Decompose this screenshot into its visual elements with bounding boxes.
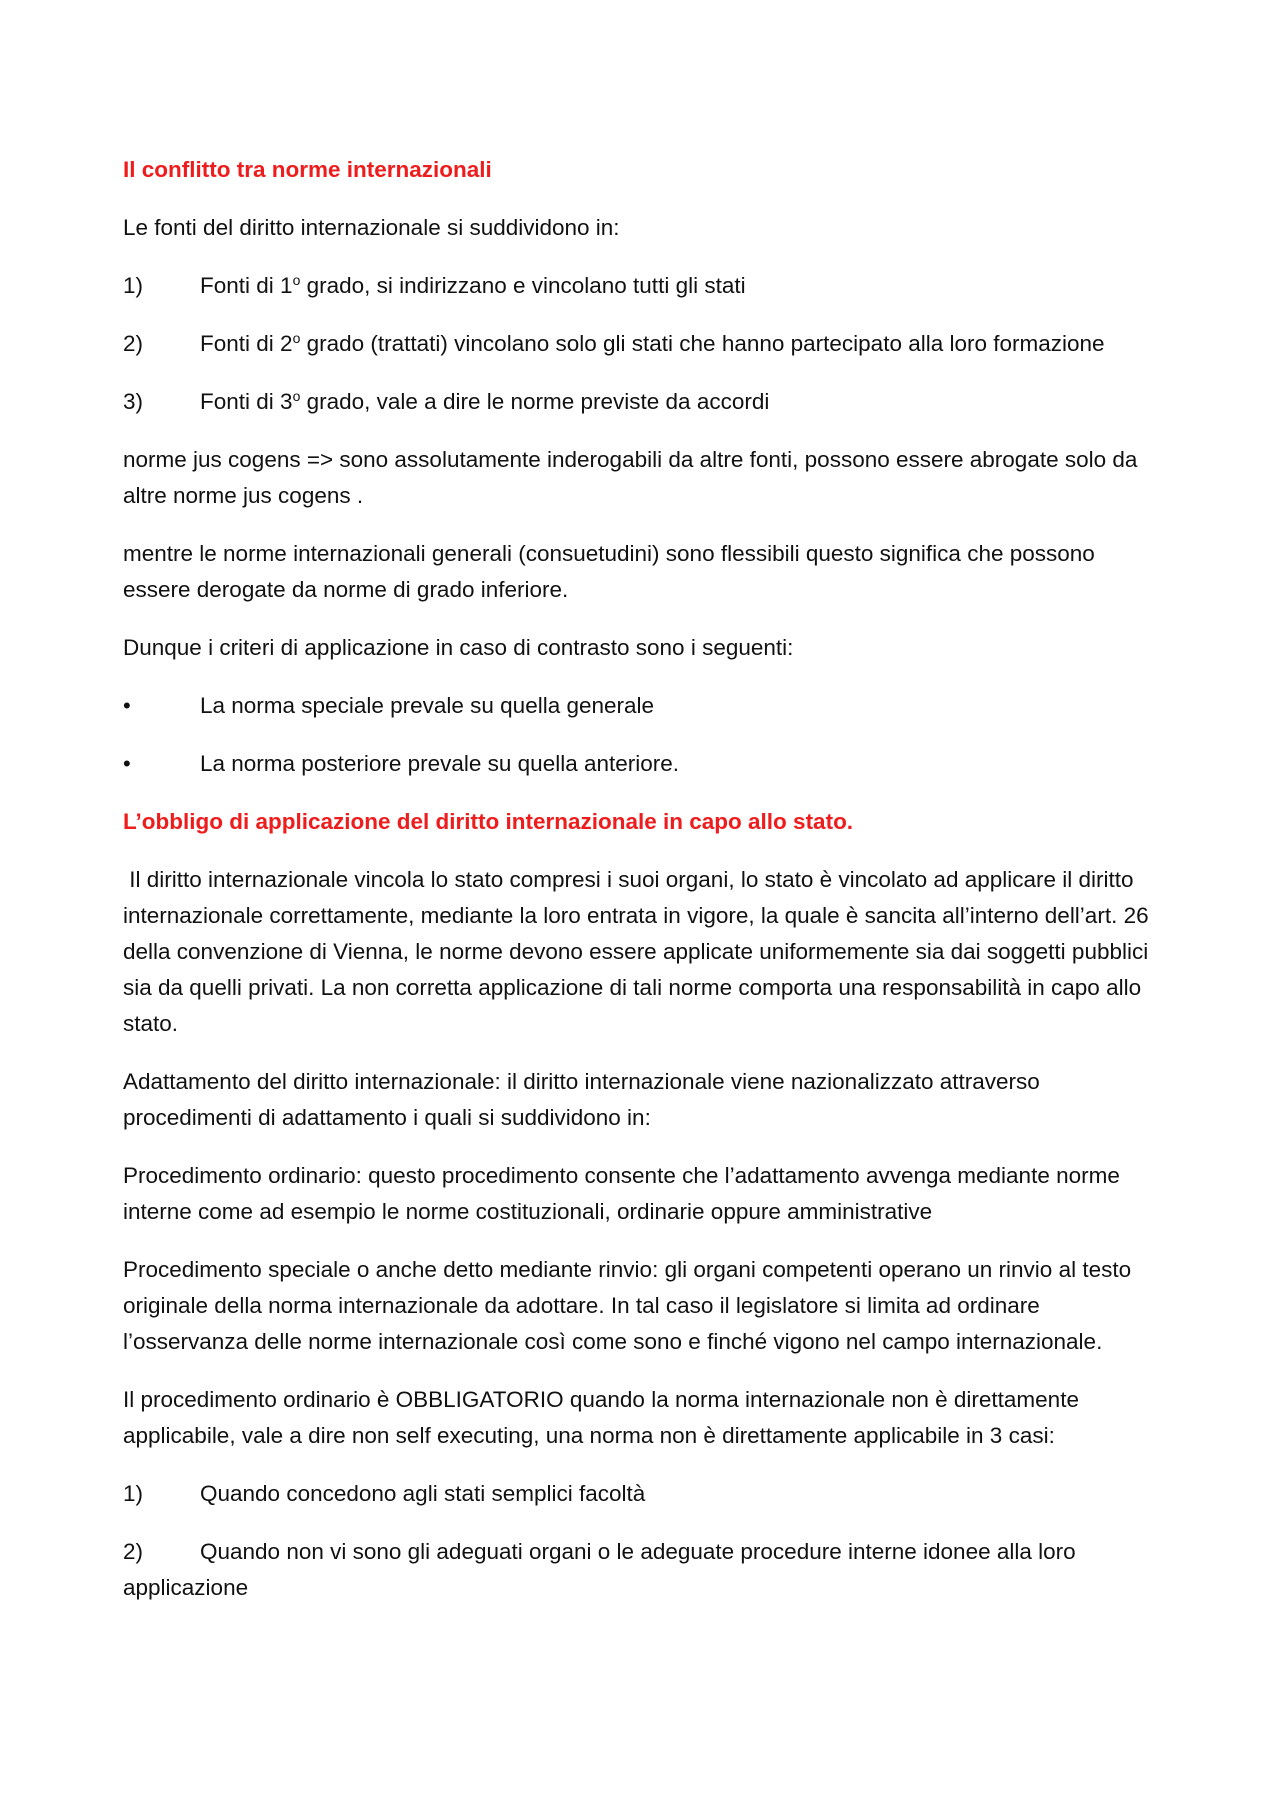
document-body bbox=[123, 152, 1165, 1628]
paragraph-general-norms: mentre le norme internazionali generali (consuetudini) sono flessibili questo significa che possono essere derogate da norme di grado inferiore. bbox=[123, 541, 1095, 602]
list-text: Quando non vi sono gli adeguati organi o le adeguate procedure interne idonee alla loro applicazione bbox=[123, 1539, 1076, 1600]
list-text-pre: Fonti di 2 bbox=[200, 331, 293, 356]
bullet-item-criterion-2 bbox=[123, 746, 1165, 782]
bullet-icon: • bbox=[123, 693, 131, 718]
section-heading-conflict: Il conflitto tra norme internazionali bbox=[123, 157, 492, 182]
paragraph-jus-cogens: norme jus cogens => sono assolutamente inderogabili da altre fonti, possono essere abrogate solo da altre norme jus cogens . bbox=[123, 447, 1138, 508]
section-heading-obligation: L’obbligo di applicazione del diritto internazionale in capo allo stato. bbox=[123, 809, 854, 834]
list-item-case-1 bbox=[123, 1476, 1165, 1512]
paragraph-special-procedure: Procedimento speciale o anche detto mediante rinvio: gli organi competenti operano un rinvio al testo originale della norma internazionale da adottare. In tal caso il legislatore si limita ad ordinare l’osservanza delle norme internazionale così come sono e finché vigono nel campo internazionale. bbox=[123, 1257, 1132, 1354]
list-number: 2) bbox=[123, 1539, 144, 1564]
list-item-case-2 bbox=[123, 1534, 1165, 1606]
list-text-post: grado, vale a dire le norme previste da accordi bbox=[300, 389, 770, 414]
list-text-post: grado (trattati) vincolano solo gli stati che hanno partecipato alla loro formazione bbox=[300, 331, 1105, 356]
list-item-source-2 bbox=[123, 326, 1165, 362]
list-number: 1) bbox=[123, 1481, 144, 1506]
list-text-pre: Fonti di 1 bbox=[200, 273, 293, 298]
list-text: Quando concedono agli stati semplici facoltà bbox=[200, 1481, 646, 1506]
list-number: 1) bbox=[123, 273, 144, 298]
list-text-pre: Fonti di 3 bbox=[200, 389, 293, 414]
degree-superscript: o bbox=[292, 388, 301, 404]
paragraph-intro: Le fonti del diritto internazionale si suddividono in: bbox=[123, 215, 620, 240]
bullet-icon: • bbox=[123, 751, 131, 776]
bullet-text: La norma speciale prevale su quella generale bbox=[200, 693, 655, 718]
bullet-text: La norma posteriore prevale su quella anteriore. bbox=[200, 751, 680, 776]
list-number: 2) bbox=[123, 331, 144, 356]
list-item-source-3 bbox=[123, 384, 1165, 420]
list-number: 3) bbox=[123, 389, 144, 414]
paragraph-criteria-intro: Dunque i criteri di applicazione in caso di contrasto sono i seguenti: bbox=[123, 635, 794, 660]
paragraph-mandatory: Il procedimento ordinario è OBBLIGATORIO quando la norma internazionale non è direttamente applicabile, vale a dire non self executing, una norma non è direttamente applicabile in 3 casi: bbox=[123, 1387, 1079, 1448]
list-item-source-1 bbox=[123, 268, 1165, 304]
bullet-item-criterion-1 bbox=[123, 688, 1165, 724]
paragraph-obligation: Il diritto internazionale vincola lo stato compresi i suoi organi, lo stato è vincolato ad applicare il diritto internazionale correttamente, mediante la loro entrata in vigore, la quale è sancita all’interno dell’art. 26 della convenzione di Vienna, le norme devono essere applicate uniformemente sia dai soggetti pubblici sia da quelli privati. La non corretta applicazione di tali norme comporta una responsabilità in capo allo stato. bbox=[123, 867, 1155, 1036]
list-text-post: grado, si indirizzano e vincolano tutti gli stati bbox=[300, 273, 746, 298]
paragraph-adaptation: Adattamento del diritto internazionale: il diritto internazionale viene nazionalizzato attraverso procedimenti di adattamento i quali si suddividono in: bbox=[123, 1069, 1040, 1130]
degree-superscript: o bbox=[292, 330, 301, 346]
paragraph-ordinary-procedure: Procedimento ordinario: questo procedimento consente che l’adattamento avvenga mediante norme interne come ad esempio le norme costituzionali, ordinarie oppure amministrative bbox=[123, 1163, 1120, 1224]
degree-superscript: o bbox=[292, 272, 301, 288]
